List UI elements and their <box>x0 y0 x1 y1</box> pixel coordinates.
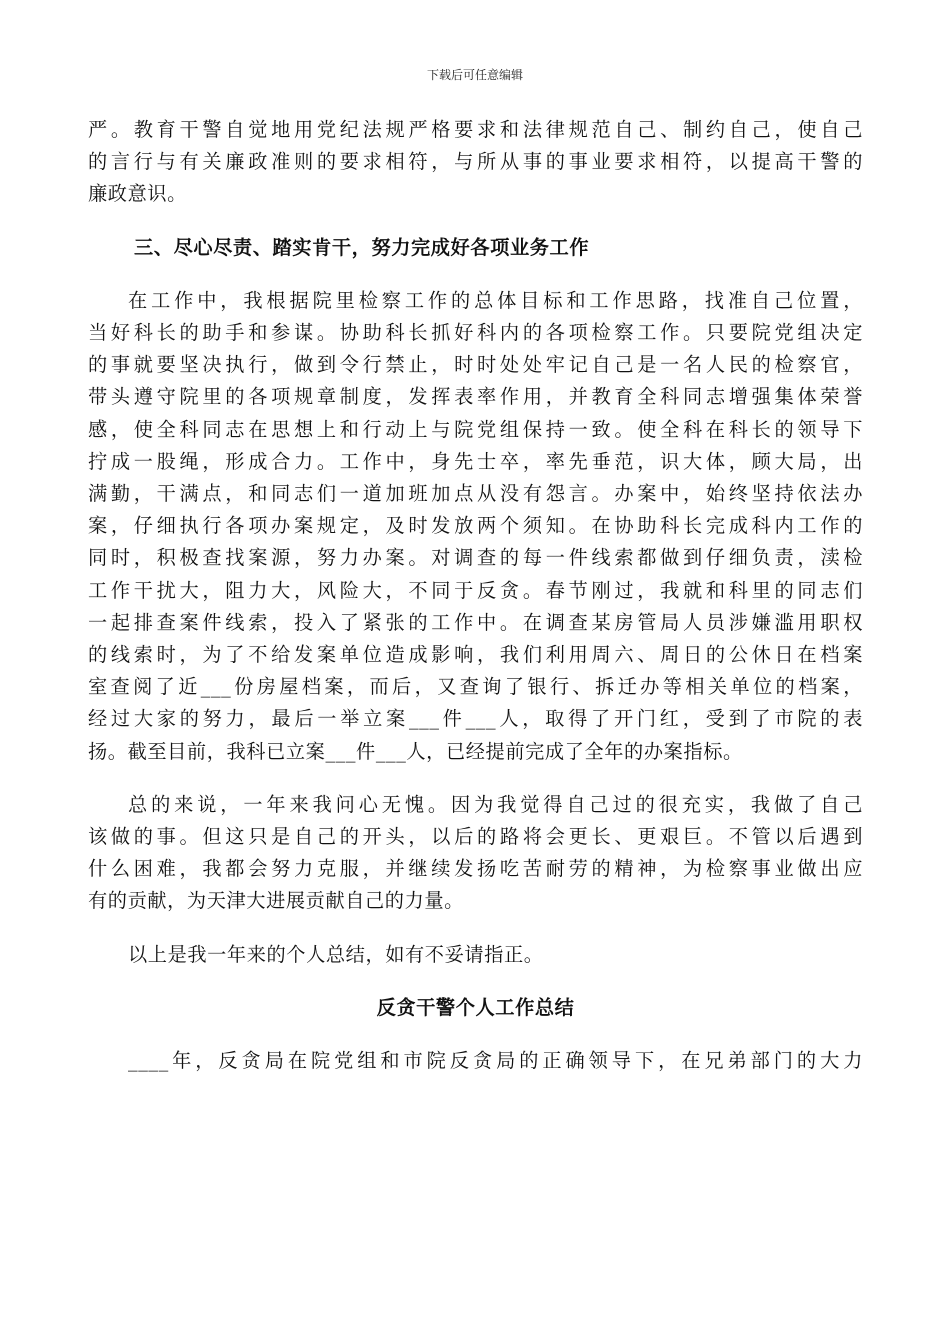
paragraph-line: 带头遵守院里的各项规章制度，发挥表率作用，并教育全科同志增强集体荣誉 <box>88 385 863 409</box>
document-title: 反贪干警个人工作总结 <box>376 995 575 1019</box>
paragraph-line: 扬。截至目前，我科已立案___件___人，已经提前完成了全年的办案指标。 <box>88 739 743 763</box>
paragraph-line: 拧成一股绳，形成合力。工作中，身先士卒，率先垂范，识大体，顾大局，出 <box>88 449 863 473</box>
paragraph-line: 的事就要坚决执行，做到令行禁止，时时处处牢记自己是一名人民的检察官， <box>88 353 863 377</box>
paragraph-line: 严。教育干警自觉地用党纪法规严格要求和法律规范自己、制约自己，使自己 <box>88 118 863 141</box>
paragraph-5 <box>88 1045 863 1077</box>
paragraph-line: 感，使全科同志在思想上和行动上与院党组保持一致。使全科在科长的领导下 <box>88 417 863 441</box>
paragraph-line: ____年，反贪局在院党组和市院反贪局的正确领导下，在兄弟部门的大力 <box>128 1049 863 1073</box>
paragraph-3 <box>88 789 863 918</box>
paragraph-line: 有的贡献，为天津大进展贡献自己的力量。 <box>88 889 464 913</box>
paragraph-line: 什么困难，我都会努力克服，并继续发扬吃苦耐劳的精神，为检察事业做出应 <box>88 857 863 881</box>
paragraph-line: 经过大家的努力，最后一举立案___件___人，取得了开门红，受到了市院的表 <box>88 707 863 731</box>
paragraph-line: 廉政意识。 <box>88 182 187 206</box>
paragraph-line: 的线索时，为了不给发案单位造成影响，我们利用周六、周日的公休日在档案 <box>88 643 863 667</box>
paragraph-line: 一起排查案件线索，投入了紧张的工作中。在调查某房管局人员涉嫌滥用职权 <box>88 610 863 634</box>
paragraph-line: 该做的事。但这只是自己的开头，以后的路将会更长、更艰巨。不管以后遇到 <box>88 825 863 849</box>
paragraph-line: 工作干扰大，阻力大，风险大，不同于反贪。春节刚过，我就和科里的同志们 <box>88 578 863 602</box>
paragraph-line: 当好科长的助手和参谋。协助科长抓好科内的各项检察工作。只要院党组决定 <box>88 321 863 345</box>
paragraph-line: 总的来说，一年来我问心无愧。因为我觉得自己过的很充实，我做了自己 <box>128 792 863 816</box>
paragraph-line: 室查阅了近___份房屋档案，而后，又查询了银行、拆迁办等相关单位的档案， <box>88 675 863 699</box>
paragraph-1 <box>88 114 863 211</box>
paragraph-line: 满勤，干满点，和同志们一道加班加点从没有怨言。办案中，始终坚持依法办 <box>88 482 863 506</box>
paragraph-line: 同时，积极查找案源，努力办案。对调查的每一件线索都做到仔细负责，渎检 <box>88 546 863 570</box>
section-heading-3: 三、尽心尽责、踏实肯干，努力完成好各项业务工作 <box>134 235 590 259</box>
page-header: 下载后可任意编辑 <box>426 68 523 82</box>
document-body <box>88 114 863 1077</box>
paragraph-line: 在工作中，我根据院里检察工作的总体目标和工作思路，找准自己位置， <box>128 288 863 312</box>
paragraph-line: 的言行与有关廉政准则的要求相符，与所从事的事业要求相符，以提高干警的 <box>88 150 863 174</box>
paragraph-4 <box>88 939 863 971</box>
paragraph-2 <box>88 285 863 768</box>
paragraph-line: 以上是我一年来的个人总结，如有不妥请指正。 <box>128 942 544 966</box>
paragraph-line: 案，仔细执行各项办案规定，及时发放两个须知。在协助科长完成科内工作的 <box>88 514 863 538</box>
